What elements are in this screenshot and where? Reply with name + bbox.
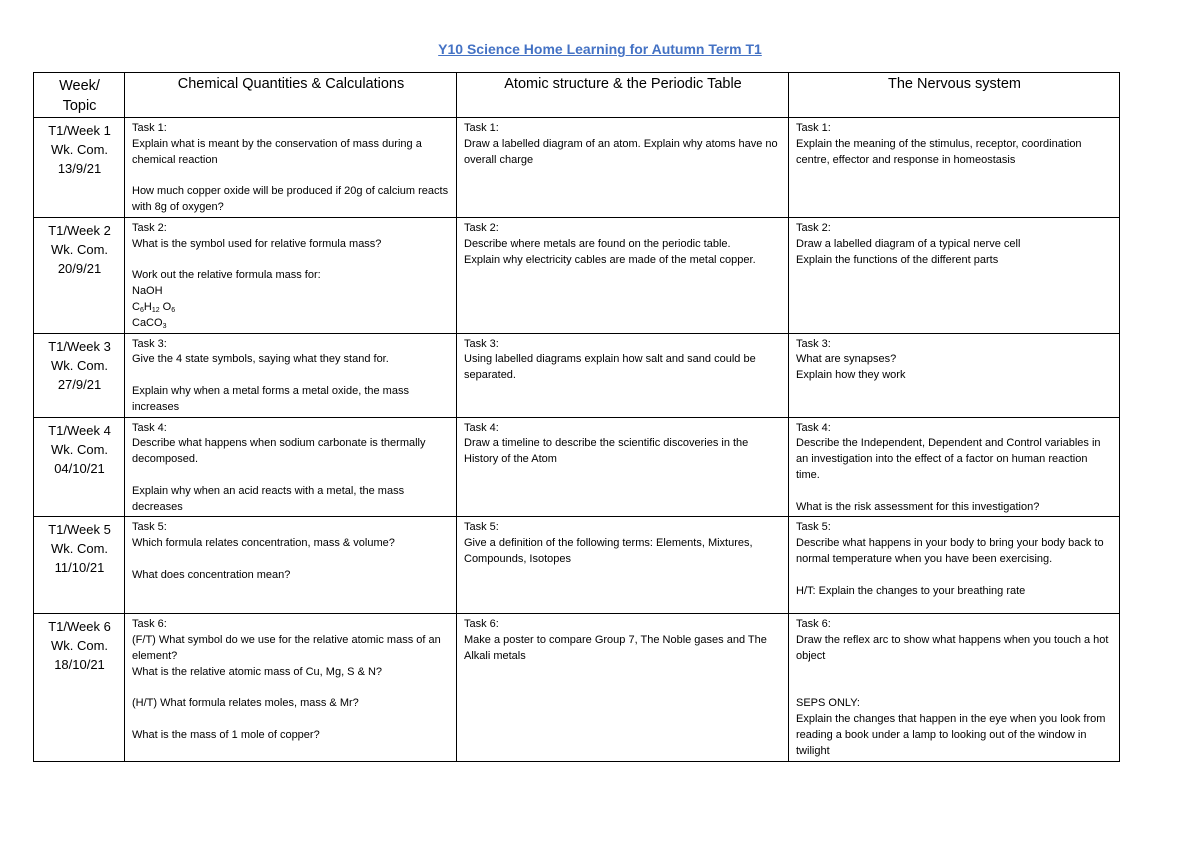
week-line: T1/Week 3 [48,338,111,354]
week-cell [34,614,125,761]
week-line: 11/10/21 [54,560,105,576]
nervous-task-cell [789,333,1120,417]
task-line: Task 6: [796,618,831,631]
task-line: NaOH [132,285,163,298]
week-line: Wk. Com. [50,541,109,557]
task-line: Task 3: [464,337,499,350]
atomic-task-cell [457,218,789,334]
week-line: T1/Week 6 [48,619,111,635]
header-row [34,73,1120,118]
home-learning-table [33,72,1120,762]
task-line [796,484,1113,500]
week-line: Wk. Com. [50,242,109,257]
task-line: Describe what happens in your body to bring your body back to normal temperature when you have been exercising. [796,537,1104,565]
task-line [796,681,1113,697]
task-line: What is the relative atomic mass of Cu, Mg, S & N? [132,665,383,678]
task-line: Describe what happens when sodium carbonate is thermally decomposed. [132,437,426,466]
week-line: Wk. Com. [50,357,109,373]
table-row [34,333,1120,417]
task-line: (H/T) What formula relates moles, mass & Mr? [132,697,359,710]
task-line: Task 4: [132,421,167,434]
task-line: Explain the functions of the different parts [796,253,999,266]
table-row [34,517,1120,614]
nervous-task-cell [789,417,1120,517]
task-line: Describe where metals are found on the periodic table. [464,237,731,250]
task-line [132,168,450,184]
task-line: Task 1: [796,122,831,134]
formula-symbol: CaCO [132,316,163,329]
week-line: Wk. Com. [50,638,109,654]
task-line [132,552,450,568]
atomic-task-cell [457,417,789,517]
topic-header-nervous: The Nervous system [789,73,1120,118]
task-line: Task 6: [464,618,499,631]
task-line: Explain why electricity cables are made of the metal copper. [464,253,756,266]
task-line [796,568,1113,584]
task-line: Task 4: [464,421,499,434]
week-line: 13/9/21 [57,161,102,176]
task-line: Give the 4 state symbols, saying what they stand for. [132,353,389,366]
atomic-task-cell [457,614,789,761]
task-line: What are synapses? [796,353,897,366]
task-line: Using labelled diagrams explain how salt and sand could be separated. [464,353,756,382]
task-line: Task 1: [464,122,499,134]
task-line: Task 5: [464,521,499,534]
week-cell [34,333,125,417]
task-line [132,681,450,697]
page-title: Y10 Science Home Learning for Autumn Term T1 [438,41,762,57]
formula-subscript: 6 [139,306,144,314]
chemical-task-cell [125,417,457,517]
task-line: Task 2: [132,222,167,234]
atomic-task-cell [457,517,789,614]
topic-header-line: Topic [62,98,97,114]
task-line: Explain how they work [796,369,906,382]
task-line: Work out the relative formula mass for: [132,269,321,282]
chemical-formula [132,300,450,316]
nervous-task-cell [789,218,1120,334]
formula-subscript: 3 [162,322,167,330]
task-line: SEPS ONLY: [796,697,860,710]
task-line: Explain what is meant by the conservation of mass during a chemical reaction [132,137,422,166]
atomic-task-cell [457,118,789,218]
chemical-formula [132,316,450,332]
formula-subscript: 6 [171,306,176,314]
formula-symbol: H [143,300,152,313]
table-row [34,218,1120,334]
task-line: (F/T) What symbol do we use for the relative atomic mass of an element? [132,634,441,662]
task-line: How much copper oxide will be produced if 20g of calcium reacts with 8g of oxygen? [132,185,449,213]
week-line: 18/10/21 [54,657,105,673]
week-line: T1/Week 4 [48,422,111,438]
week-line: T1/Week 2 [48,223,111,238]
table-row [34,614,1120,761]
task-line: Explain the meaning of the stimulus, receptor, coordination centre, effector and response in homeostasis [796,137,1082,166]
nervous-task-cell [789,614,1120,761]
week-line: Wk. Com. [50,441,109,457]
week-cell [34,417,125,517]
chemical-task-cell [125,517,457,614]
task-line: What does concentration mean? [132,568,291,581]
atomic-task-cell [457,333,789,417]
nervous-task-cell [789,517,1120,614]
task-line: Make a poster to compare Group 7, The Noble gases and The Alkali metals [464,634,767,662]
nervous-task-cell [789,118,1120,218]
week-line: T1/Week 5 [48,522,111,538]
week-header-line: Week/ [59,78,100,94]
topic-header-chemical: Chemical Quantities & Calculations [125,73,457,118]
task-line: What is the risk assessment for this investigation? [796,500,1040,513]
task-line: Task 5: [132,521,167,534]
task-line: What is the mass of 1 mole of copper? [132,728,320,741]
week-line: 04/10/21 [54,460,105,476]
chemical-task-cell [125,614,457,761]
task-line: Task 4: [796,421,831,434]
task-line: Which formula relates concentration, mass & volume? [132,537,395,550]
task-line [132,368,450,384]
task-line: H/T: Explain the changes to your breathing rate [796,584,1026,597]
chemical-task-cell [125,333,457,417]
task-line: Task 6: [132,618,167,631]
task-line: Task 2: [464,222,499,234]
task-line: Draw a labelled diagram of a typical nerve cell [796,237,1021,250]
task-line: What is the symbol used for relative formula mass? [132,237,382,250]
formula-symbol: O [159,300,172,313]
task-line: Explain why when an acid reacts with a metal, the mass decreases [132,484,405,513]
week-topic-header [34,73,125,118]
week-line: T1/Week 1 [48,123,111,138]
task-line: Task 3: [132,337,167,350]
task-line [132,253,450,269]
table-row [34,417,1120,517]
topic-header-atomic: Atomic structure & the Periodic Table [457,73,789,118]
task-line: Task 5: [796,521,831,534]
week-line: Wk. Com. [50,142,109,157]
task-line: Draw a labelled diagram of an atom. Explain why atoms have no overall charge [464,137,778,166]
week-cell [34,118,125,218]
task-line: Explain why when a metal forms a metal oxide, the mass increases [132,384,409,413]
chemical-task-cell [125,118,457,218]
task-line: Describe the Independent, Dependent and Control variables in an investigation into the effect of a factor on human reaction time. [796,437,1101,481]
table-row [34,118,1120,218]
task-line: Task 1: [132,122,167,134]
task-line: Draw a timeline to describe the scientific discoveries in the History of the Atom [464,437,749,466]
task-line [132,468,450,484]
task-line: Draw the reflex arc to show what happens when you touch a hot object [796,634,1109,662]
task-line [132,712,450,728]
task-line: Explain the changes that happen in the eye when you look from reading a book under a lamp to looking out of the window in twilight [796,713,1106,757]
formula-subscript: 12 [151,306,160,314]
chemical-task-cell [125,218,457,334]
week-line: 27/9/21 [57,376,102,392]
task-line [796,665,1113,681]
week-cell [34,517,125,614]
formula-symbol: C [132,300,140,313]
task-line: Task 3: [796,337,831,350]
task-line: Task 2: [796,222,831,234]
week-line: 20/9/21 [57,261,102,276]
week-cell [34,218,125,334]
task-line: Give a definition of the following terms: Elements, Mixtures, Compounds, Isotopes [464,537,753,565]
